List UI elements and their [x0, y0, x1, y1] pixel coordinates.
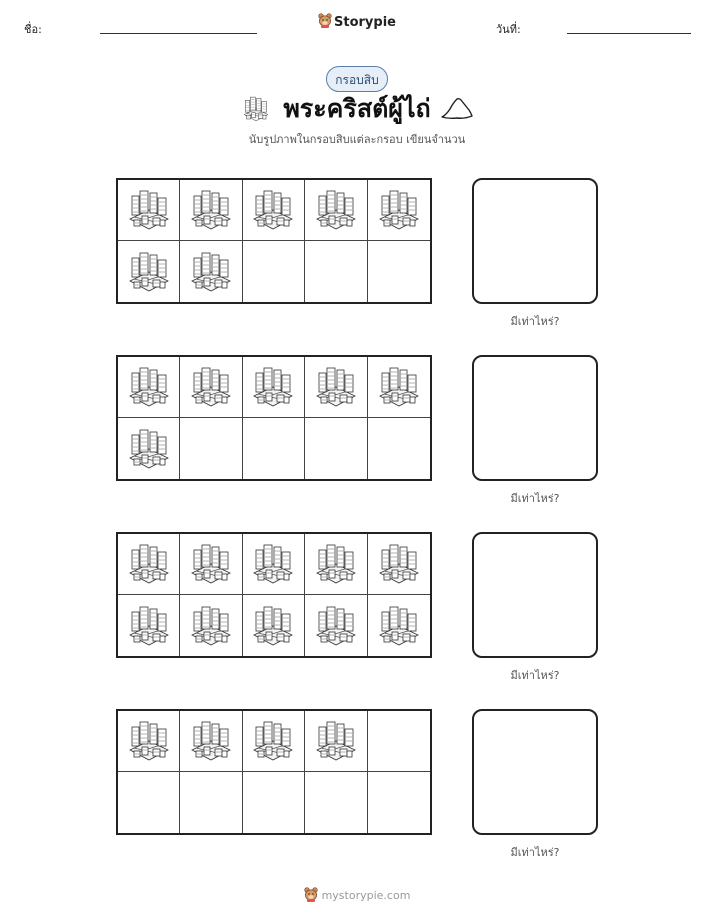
ten-frame-cell: [180, 418, 242, 479]
city-icon: [188, 186, 234, 234]
ten-frame-cell: [368, 595, 430, 656]
ten-frame-cell: [180, 772, 242, 833]
answer-question-label: มีเท่าไหร่?: [510, 846, 560, 859]
answer-box[interactable]: [472, 355, 598, 481]
city-icon: [250, 363, 296, 411]
city-icon: [250, 717, 296, 765]
city-icon: [313, 540, 359, 588]
answer-box[interactable]: [472, 532, 598, 658]
ten-frame-cell: [180, 241, 242, 302]
city-icon: [313, 186, 359, 234]
ten-frame-cell: [180, 357, 242, 418]
ten-frame-cell: [180, 180, 242, 241]
city-icon: [126, 248, 172, 296]
footer-url[interactable]: mystorypie.com: [321, 889, 411, 902]
ten-frame-cell: [243, 357, 305, 418]
brand-name: Storypie: [334, 15, 396, 30]
ten-frame-cell: [118, 595, 180, 656]
ten-frame-cell: [368, 534, 430, 595]
ten-frame: [116, 178, 432, 304]
ten-frame-cell: [305, 357, 367, 418]
ten-frame-cell: [305, 180, 367, 241]
city-icon: [313, 602, 359, 650]
ten-frame-cell: [118, 357, 180, 418]
city-icon: [126, 425, 172, 473]
city-icon: [188, 540, 234, 588]
page-title: พระคริสต์ผู้ไถ่: [283, 94, 431, 123]
ten-frame-cell: [243, 772, 305, 833]
city-icon: [376, 602, 422, 650]
city-icon: [313, 717, 359, 765]
ten-frame-cell: [118, 534, 180, 595]
ten-frame-cell: [368, 241, 430, 302]
city-icon: [376, 186, 422, 234]
ten-frame-cell: [305, 241, 367, 302]
ten-frame-cell: [243, 711, 305, 772]
answer-box[interactable]: [472, 178, 598, 304]
ten-frame: [116, 532, 432, 658]
city-icon: [126, 602, 172, 650]
ten-frame-cell: [243, 180, 305, 241]
city-icon: [126, 186, 172, 234]
ten-frame-cell: [368, 418, 430, 479]
answer-question-label: มีเท่าไหร่?: [510, 669, 560, 682]
city-icon: [250, 602, 296, 650]
answer-box[interactable]: [472, 709, 598, 835]
ten-frame-cell: [180, 595, 242, 656]
ten-frame-cell: [368, 357, 430, 418]
ten-frame-cell: [180, 534, 242, 595]
ten-frame-cell: [118, 711, 180, 772]
answer-question-label: มีเท่าไหร่?: [510, 315, 560, 328]
name-label: ชื่อ:: [24, 23, 42, 36]
city-icon: [126, 540, 172, 588]
footer: [0, 887, 714, 902]
city-icon: [126, 717, 172, 765]
ten-frame-cell: [305, 595, 367, 656]
city-icon: [376, 363, 422, 411]
ten-frame-cell: [243, 595, 305, 656]
ten-frame-cell: [305, 534, 367, 595]
ten-frame-cell: [305, 772, 367, 833]
date-label: วันที่:: [496, 23, 521, 36]
city-icon: [188, 248, 234, 296]
ten-frame-cell: [368, 772, 430, 833]
ten-frame-cell: [180, 711, 242, 772]
ten-frame-cell: [305, 711, 367, 772]
city-icon: [188, 602, 234, 650]
brand: [0, 13, 714, 30]
ten-frame: [116, 709, 432, 835]
ten-frame-cell: [118, 418, 180, 479]
ten-frame-cell: [368, 180, 430, 241]
ten-frame-cell: [305, 418, 367, 479]
ten-frame-cell: [118, 180, 180, 241]
ten-frame-cell: [243, 534, 305, 595]
ten-frame-cell: [118, 772, 180, 833]
ten-frame-cell: [243, 418, 305, 479]
city-icon: [188, 717, 234, 765]
answer-question-label: มีเท่าไหร่?: [510, 492, 560, 505]
date-field-line[interactable]: [567, 33, 691, 34]
city-icon: [250, 186, 296, 234]
city-icon: [313, 363, 359, 411]
instructions: นับรูปภาพในกรอบสิบแต่ละกรอบ เขียนจำนวน: [248, 133, 466, 146]
city-icon: [188, 363, 234, 411]
name-field-line[interactable]: [100, 33, 257, 34]
bear-logo-icon: [304, 887, 318, 902]
worksheet-tag: กรอบสิบ: [326, 66, 388, 92]
ten-frame-cell: [118, 241, 180, 302]
bear-logo-icon: [318, 13, 332, 28]
mountain-icon: [440, 95, 474, 121]
city-icon: [376, 540, 422, 588]
ten-frame-cell: [368, 711, 430, 772]
city-icon: [250, 540, 296, 588]
city-icon: [126, 363, 172, 411]
ten-frame: [116, 355, 432, 481]
ten-frame-cell: [243, 241, 305, 302]
